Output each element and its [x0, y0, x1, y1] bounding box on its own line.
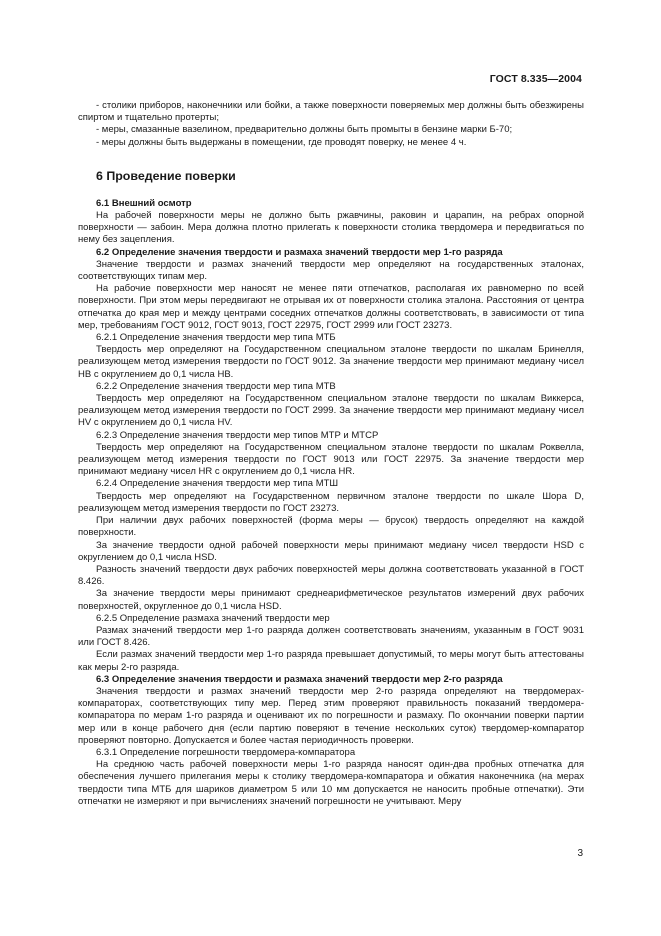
- paragraph: Значение твердости и размах значений твердости мер определяют на государственных эталонах, соответствующих типам мер.: [78, 258, 584, 283]
- paragraph: Твердость мер определяют на Государственном первичном эталоне твердости по шкале Шора D, реализующем метод измерения твердости по ГОСТ 23273.: [78, 490, 584, 514]
- paragraph: Разность значений твердости двух рабочих поверхностей меры должна соответствовать указанной в ГОСТ 8.426.: [78, 563, 584, 588]
- clause-heading: 6.2.3 Определение значения твердости мер типов МТР и МТСР: [96, 429, 379, 441]
- paragraph: За значение твердости меры принимают среднеарифметическое результатов измерений двух рабочих поверхностей, округленное до 0,1 числа HSD.: [78, 588, 584, 612]
- paragraph: Значения твердости и размах значений твердости мер 2-го разряда определяют на твердомерах-компараторах, соответствующих типу мер. Перед этим проверяют правильность показаний твердомера-компаратора по мерам 1-го разряда и оценивают их по погрешности и размаху. По окончании поверки партии мер или в конце рабочего дня (если партию поверяют в течение нескольких суток) твердомер-компаратор проверяют повторно. Допускается и более частая периодичность проверки.: [78, 685, 584, 746]
- subsection-heading: 6.1 Внешний осмотр: [96, 197, 192, 209]
- paragraph: При наличии двух рабочих поверхностей (форма меры — брусок) твердость определяют на каждой поверхности.: [78, 515, 584, 539]
- paragraph: Твердость мер определяют на Государственном специальном эталоне твердости по шкалам Бринелля, реализующем метод измерения твердости по ГОСТ 9012. За значение твердости мер принимают медиану чисел НВ с округлением до 0,1 числа НВ.: [78, 344, 584, 380]
- paragraph: Размах значений твердости мер 1-го разряда должен соответствовать значениям, указанным в ГОСТ 9031 или ГОСТ 8.426.: [78, 624, 584, 649]
- clause-heading: 6.2.1 Определение значения твердости мер типа МТБ: [96, 332, 336, 344]
- paragraph: На рабочей поверхности меры не должно быть ржавчины, раковин и царапин, на ребрах опорной поверхности — забоин. Мера должна плотно прилегать к поверхности столика твердомера и передвигаться по нему без зацепления.: [78, 210, 584, 246]
- paragraph: Твердость мер определяют на Государственном специальном эталоне твердости по шкалам Роквелла, реализующем метод измерения твердости по ГОСТ 9013 или ГОСТ 22975. За значение твердости мер принимают медиану чисел HR с округлением до 0,1 числа HR.: [78, 441, 584, 478]
- subsection-heading: 6.2 Определение значения твердости и размаха значений твердости мер 1-го разряда: [96, 246, 503, 258]
- paragraph: - меры, смазанные вазелином, предварительно должны быть промыты в бензине марки Б-70;: [96, 124, 513, 136]
- clause-heading: 6.2.4 Определение значения твердости мер типа МТШ: [96, 478, 339, 490]
- paragraph: - столики приборов, наконечники или бойки, а также поверхности поверяемых мер должны быть обезжирены спиртом и тщательно протерты;: [78, 100, 584, 124]
- page-number: 3: [577, 848, 583, 859]
- document-code: ГОСТ 8.335—2004: [489, 73, 582, 85]
- paragraph: На рабочие поверхности мер наносят не менее пяти отпечатков, располагая их равномерно по всей поверхности. При этом меры передвигают не отрывая их от поверхности столика эталона. Расстояния от центра отпечатка до края мер и между центрами соседних отпечатков должны соответствовать, в зависимости от типа мер, требованиям ГОСТ 9012, ГОСТ 9013, ГОСТ 22975, ГОСТ 2999 или ГОСТ 23273.: [78, 283, 584, 331]
- paragraph: На среднюю часть рабочей поверхности меры 1-го разряда наносят один-два пробных отпечатка для обеспечения лучшего прилегания меры к столику твердомера-компаратора и обжатия наконечника (на мерах твердости типа МТБ для шариков диаметром 5 или 10 мм допускается не наносить пробные отпечатки). Эти отпечатки не измеряют и при вычислениях значений погрешности не учитывают. Меру: [78, 759, 584, 807]
- paragraph: Если размах значений твердости мер 1-го разряда превышает допустимый, то меры могут быть аттестованы как меры 2-го разряда.: [78, 649, 584, 673]
- section-heading: 6 Проведение поверки: [96, 168, 236, 183]
- paragraph: - меры должны быть выдержаны в помещении, где проводят поверку, не менее 4 ч.: [96, 136, 467, 148]
- clause-heading: 6.2.5 Определение размаха значений твердости мер: [96, 612, 330, 624]
- paragraph: Твердость мер определяют на Государственном специальном эталоне твердости по шкалам Виккерса, реализующем метод измерения твердости по ГОСТ 2999. За значение твердости мер принимают медиану чисел HV с округлением до 0,1 числа HV.: [78, 393, 584, 429]
- clause-heading: 6.3.1 Определение погрешности твердомера-компаратора: [96, 746, 356, 758]
- paragraph: За значение твердости одной рабочей поверхности меры принимают медиану чисел твердости HSD с округлением до 0,1 числа HSD.: [78, 539, 584, 563]
- subsection-heading: 6.3 Определение значения твердости и размаха значений твердости мер 2-го разряда: [96, 673, 503, 685]
- document-body: [78, 100, 584, 808]
- clause-heading: 6.2.2 Определение значения твердости мер типа МТВ: [96, 380, 336, 392]
